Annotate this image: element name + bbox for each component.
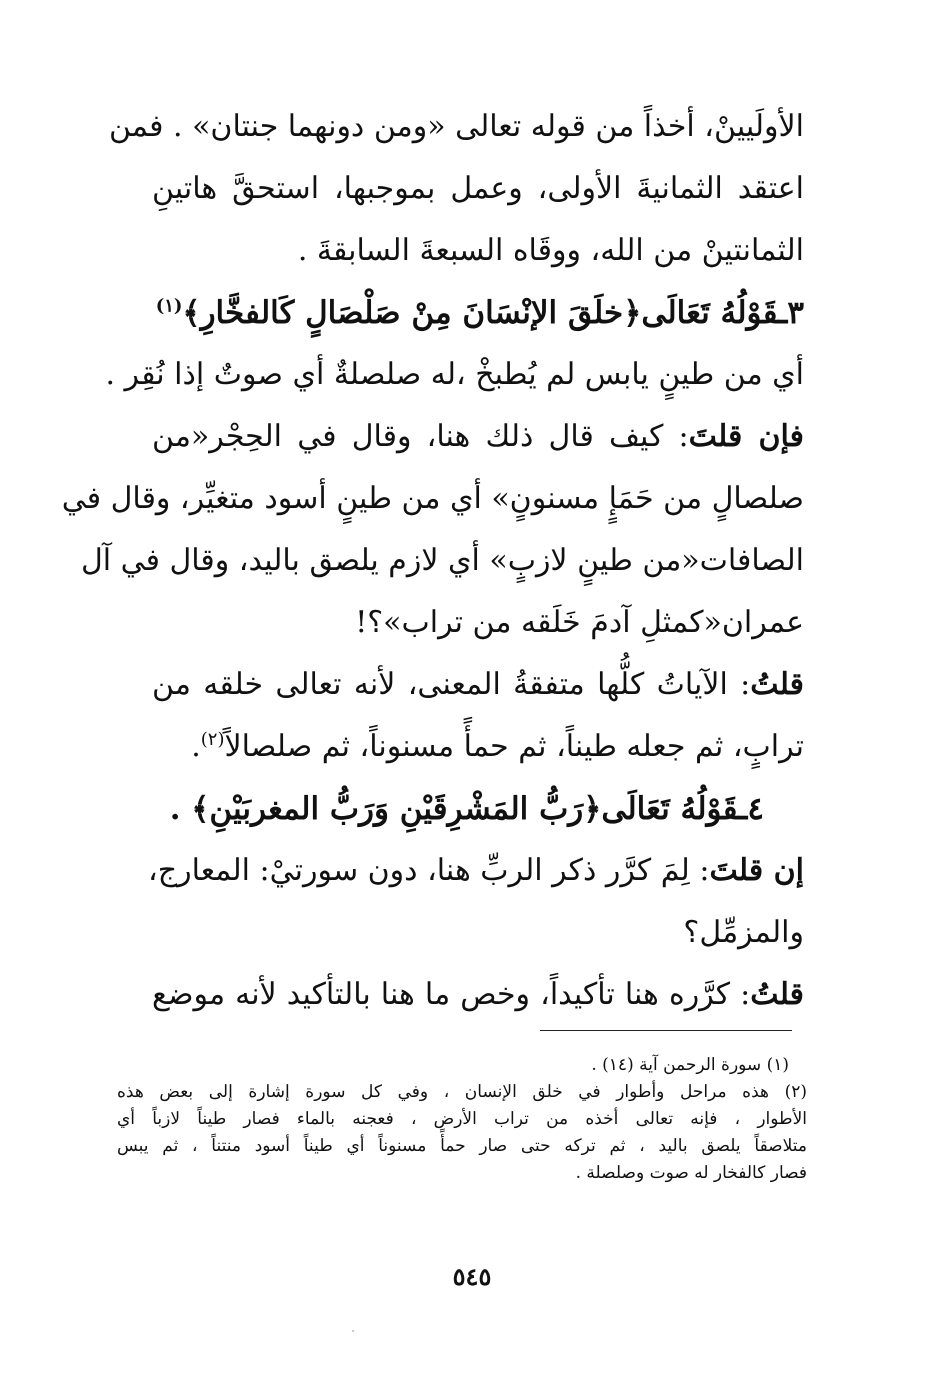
text-line [148,840,804,902]
text-line: صلصالٍ من حَمَإٍ مسنونٍ» أي من طينٍ أسود متغيِّر، وقال في [61,481,804,516]
text-line [152,964,804,1026]
text-line: أي من طينٍ يابس لم يُطبخْ ،له صلصلةٌ أي صوتٌ إذا نُقِر . [105,357,804,392]
text-line [152,654,804,716]
footnote-2-line: (٢) هذه مراحل وأطوار في خلق الإنسان ، وفي كل سورة إشارة إلى بعض هذه [117,1082,807,1102]
question-lead: إن قلتَ [709,853,804,888]
answer-lead: قلتُ [750,667,804,702]
text-line: الأولَيينْ، أخذاً من قوله تعالى «ومن دونهما جنتان» . فمن [108,109,804,144]
page-number: ٥٤٥ [452,1262,492,1291]
footnote-2-line: فصار كالفخار له صوت وصلصلة . [575,1163,807,1183]
heading-prefix: ٤ـقَوْلُهُ تَعَالَى [601,791,764,827]
footnote-separator [540,1030,792,1031]
text-line: الصافات«من طينٍ لازبٍ» أي لازم يلصق باليد، وقال في آل [80,543,804,578]
heading-prefix: ٣ـقَوْلُهُ تَعَالَى [641,295,804,331]
text-line [152,406,804,468]
period: . [191,729,201,764]
text-line [152,716,804,778]
text-line: عمران«كمثلِ آدمَ خَلَقه من تراب»؟! [355,605,804,640]
text-span: : كرَّره هنا تأكيداً، وخص ما هنا بالتأكيد لأنه موضع [152,977,751,1012]
scan-speck [352,1330,354,1332]
text-span: : كيف قال ذلك هنا، وقال في الحِجْر«من [152,419,689,454]
question-lead: فإن قلتَ [688,419,805,454]
text-span: : الآياتُ كلُّها متفقةُ المعنى، لأنه تعالى خلقه من [152,667,751,702]
text-line: اعتقد الثمانيةَ الأولى، وعمل بموجبها، استحقَّ هاتينِ [152,171,804,206]
footnotes [117,1052,807,1187]
verse-text: ﴿خلَقَ الإنْسَانَ مِنْ صَلْصَالٍ كَالفخَّارِ﴾ [182,295,642,331]
text-span: ترابٍ، ثم جعله طيناً، ثم حمأً مسنوناً، ثم صلصالاً [224,729,804,764]
answer-lead: قلتُ [750,977,804,1012]
verse-heading-4 [152,778,804,840]
footnote-ref: (٢) [200,729,225,750]
main-text [61,96,805,1026]
verse-heading-3 [152,282,804,344]
footnote-2-line: متلاصقاً يلصق باليد ، ثم تركه حتى صار حمأً مسنوناً أي طيناً أسود منتناً ، ثم يبس [117,1136,807,1156]
footnote-2-line: الأطوار ، فإنه تعالى أخذه من تراب الأرض ، فعجنه بالماء فصار طيناً لازباً أي [117,1109,807,1129]
text-span: : لِمَ كرَّر ذكر الربِّ هنا، دون سورتيْ: المعارج، [148,853,710,888]
footnote-ref: (١) [155,295,183,317]
verse-text: ﴿رَبُّ المَشْرِقَيْنِ وَرَبُّ المغربَيْنِ﴾ . [169,791,602,827]
text-line: والمزمِّل؟ [683,915,804,950]
footnote-1: (١) سورة الرحمن آية (١٤) . [591,1055,789,1075]
text-line: الثمانتينْ من الله، ووقَاه السبعةَ السابقةَ . [297,233,804,268]
